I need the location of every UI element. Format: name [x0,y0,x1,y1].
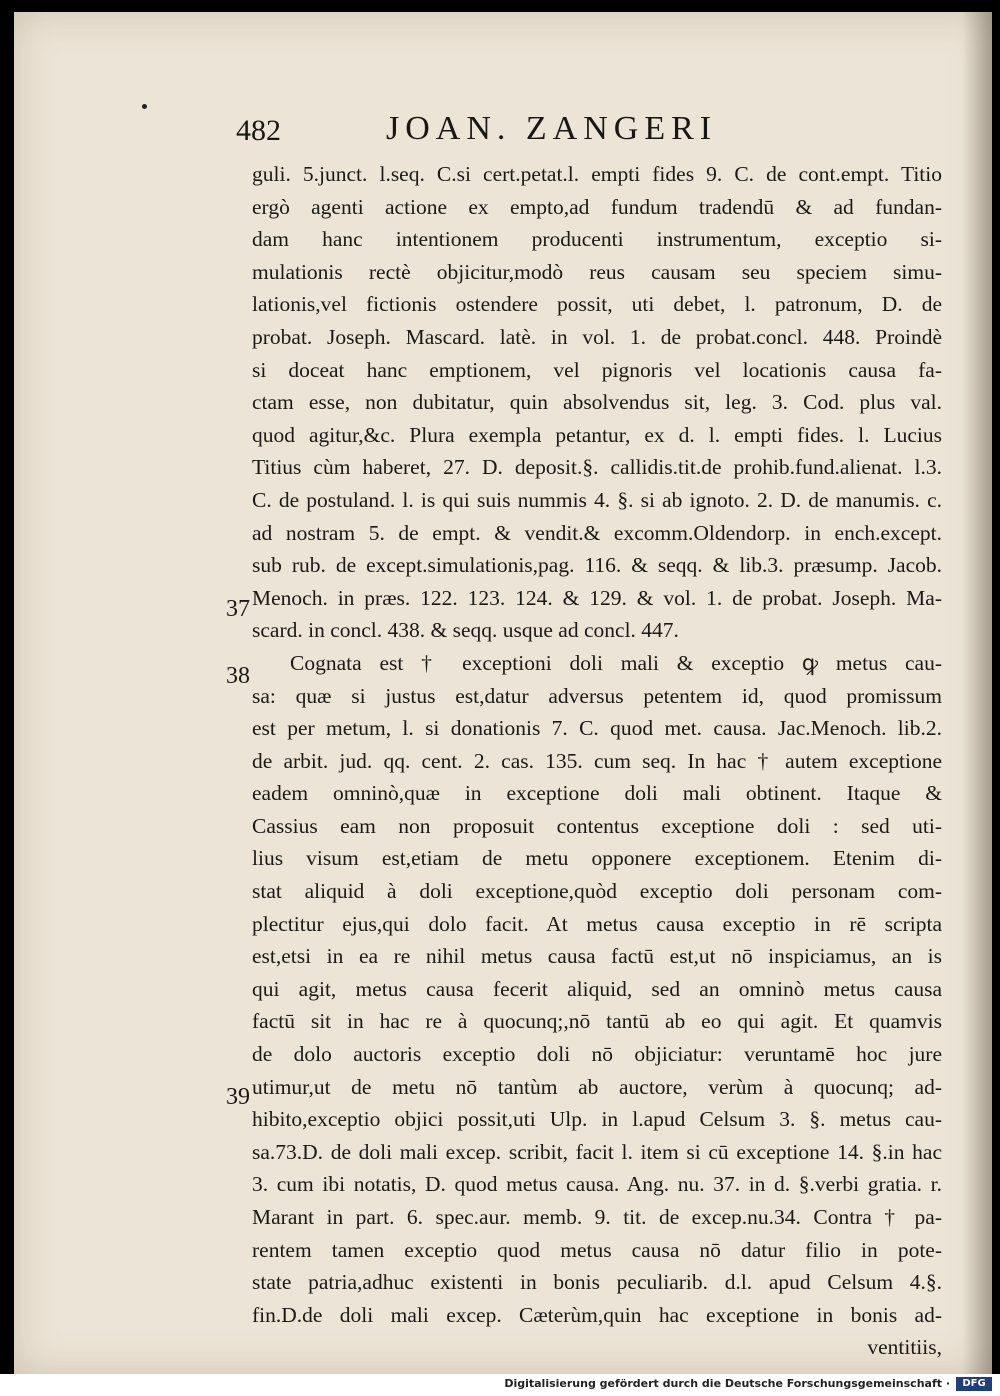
margin-number: 37 [226,596,250,622]
text-line: stat aliquid à doli exceptione,quòd exceptio doli personam com- [252,879,942,904]
text-line: si doceat hanc emptionem, vel pignoris vel locationis causa fa- [252,357,942,382]
text-line: Cassius eam non proposuit contentus exceptione doli : sed uti- [252,813,942,838]
catchword: ventitiis, [867,1335,942,1360]
text-line: guli. 5.junct. l.seq. C.si cert.petat.l. empti fides 9. C. de cont.empt. Titio [252,162,942,186]
page-gutter-shadow [962,12,992,1374]
dfg-logo-icon: DFG [956,1377,992,1391]
text-line: est,etsi in ea re nihil metus causa factū est,ut nō inspiciamus, an is [252,944,942,969]
footer-credit: Digitalisierung gefördert durch die Deutsche Forschungsgemeinschaft · [504,1377,950,1390]
margin-number: 38 [226,663,250,689]
text-line: ctam esse, non dubitatur, quin absolvendus sit, leg. 3. Cod. plus val. [252,390,942,415]
body-text [252,158,942,1364]
ink-speck [142,104,147,109]
text-line: de dolo auctoris exceptio doli nō objiciatur: veruntamē hoc jure [252,1042,942,1067]
text-line: lationis,vel fictionis ostendere possit, uti debet, l. patronum, D. de [252,292,942,317]
text-line: sa.73.D. de doli mali excep. scribit, facit l. item si cū exceptione 14. §.in hac [252,1139,942,1164]
page-number: 482 [236,114,281,147]
text-line: utimur,ut de metu nō tantùm ab auctore, verùm à quocunq; ad- [252,1074,942,1099]
text-line: est per metum, l. si donationis 7. C. quod met. causa. Jac.Menoch. lib.2. [252,716,942,741]
text-line: state patria,adhuc existenti in bonis peculiarib. d.l. apud Celsum 4.§. [252,1270,942,1295]
text-line: quod agitur,&c. Plura exempla petantur, ex d. l. empti fides. l. Lucius [252,422,942,447]
text-line: Menoch. in præs. 122. 123. 124. & 129. & vol. 1. de probat. Joseph. Ma- [252,585,942,610]
page-header [236,106,956,152]
text-line: Marant in part. 6. spec.aur. memb. 9. tit. de excep.nu.34. Contra † pa- [252,1205,942,1229]
digitization-footer [0,1374,1000,1396]
text-line: C. de postuland. l. is qui suis nummis 4. §. si ab ignoto. 2. D. de manumis. c. [252,487,942,512]
text-line: probat. Joseph. Mascard. latè. in vol. 1. de probat.concl. 448. Proindè [252,324,942,349]
text-line: rentem tamen exceptio quod metus causa nō datur filio in pote- [252,1237,942,1262]
text-line: Cognata est † exceptioni doli mali & exceptio ꝙ metus cau- [290,650,942,675]
text-line: scard. in concl. 438. & seqq. usque ad concl. 447. [252,618,679,643]
margin-number: 39 [226,1084,250,1110]
text-line: plectitur ejus,qui dolo facit. At metus causa exceptio in rē scripta [252,911,942,936]
text-line: sa: quæ si justus est,datur adversus petentem id, quod promissum [252,683,942,708]
text-line: mulationis rectè objicitur,modò reus causam seu speciem simu- [252,259,942,284]
text-line: ad nostram 5. de empt. & vendit.& excomm.Oldendorp. in ench.except. [252,520,942,545]
text-line: ergò agenti actione ex empto,ad fundum tradendū & ad fundan- [252,194,942,219]
text-line: factū sit in hac re à quocunq;,nō tantū ab eo qui agit. Et quamvis [252,1009,942,1034]
text-line: Titius cùm haberet, 27. D. deposit.§. callidis.tit.de prohib.fund.alienat. l.3. [252,455,942,480]
text-line: hibito,exceptio objici possit,uti Ulp. in l.apud Celsum 3. §. metus cau- [252,1107,942,1132]
running-title: JOAN. ZANGERI [386,110,718,147]
text-line: lius visum est,etiam de metu opponere exceptionem. Etenim di- [252,846,942,871]
text-line: de arbit. jud. qq. cent. 2. cas. 135. cum seq. In hac † autem exceptione [252,748,942,773]
text-line: 3. cum ibi notatis, D. quod metus causa. Ang. nu. 37. in d. §.verbi gratia. r. [252,1172,942,1197]
text-line: qui agit, metus causa fecerit aliquid, sed an omninò metus causa [252,976,942,1001]
text-line: sub rub. de except.simulationis,pag. 116. & seqq. & lib.3. præsump. Jacob. [252,553,942,578]
text-line: dam hanc intentionem producenti instrumentum, exceptio si- [252,227,942,252]
text-line: fin.D.de doli mali excep. Cæterùm,quin hac exceptione in bonis ad- [252,1302,942,1327]
text-line: eadem omninò,quæ in exceptione doli mali obtinent. Itaque & [252,781,942,806]
